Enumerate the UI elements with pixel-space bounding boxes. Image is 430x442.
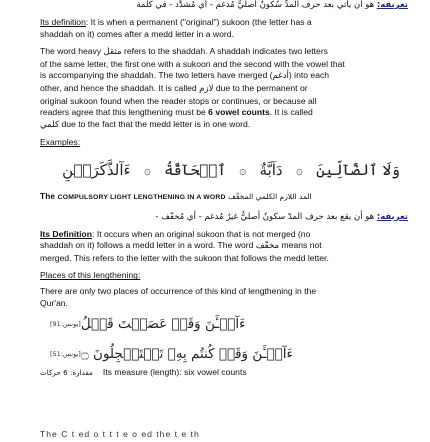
para-line-6b: . It is called (269, 107, 313, 118)
cut-off-text: The C t ed o t t t e o ed the t e th (40, 429, 200, 439)
example-word: دَآبَّةٌ (259, 160, 283, 179)
arabic-definition-1 (40, 0, 408, 11)
definition-line-1: : It is when a permanent ("original") sukoon (the letter has a (85, 17, 312, 27)
para-line-5: original sukoon found when the reader stops or continues, or because all (40, 95, 317, 106)
examples-label: Examples: (40, 137, 81, 148)
explanation-paragraph (40, 46, 408, 131)
para-line-1-arabic: مثقل (103, 47, 122, 58)
example-word: وَلَا ٱلضَّآلِّينَ (316, 160, 400, 179)
para-line-6-bold: 6 vowel counts (208, 107, 270, 118)
cut-off-text-line (40, 424, 408, 439)
heading-title: COMPULSORY LIGHT LENGTHENING IN A WORD (57, 193, 226, 201)
definition-2-line-3: merged. This refers to the letter with the sukoon that follows the medd letter. (40, 252, 329, 263)
para-line-2: of the same letter, the first one with a sukoon and the second with the vowel that (40, 58, 345, 69)
separator-ornament: ۞ (143, 162, 151, 177)
verse-1 (40, 313, 408, 335)
para-line-1a: The word heavy (40, 46, 104, 57)
heading-prefix: The (40, 191, 58, 201)
definition-paragraph (40, 17, 408, 40)
example-word: ٱلۡحَآقَّةُ (164, 160, 227, 179)
para-line-3b: ) into each (288, 70, 330, 81)
para-line-3a: is accompanying the shaddah. The two letters have merged ( (40, 70, 273, 81)
definition-2-line-1: : It occurs when an original sukoon that is not merged (no (92, 228, 311, 239)
measure-english: Its measure (length): six vowel counts (102, 367, 247, 378)
para-line-7b: due to the fact that the medd letter is in one word. (59, 118, 251, 129)
arabic-definition-2 (40, 212, 408, 223)
verse-reference: [يونس:91] (50, 320, 81, 329)
examples-row (40, 149, 408, 185)
heading-arabic: المد اللازم الكلمي المخفّف (228, 191, 312, 201)
definition-2-line-2b: means not (279, 240, 322, 251)
para-line-4b: due to the permanent or (213, 82, 308, 93)
arabic-definition-2-text: هو أن يقع بعد حرف المدّ سكونٌ أصليٌّ غيرُ مُدغم - أي مُخفّف - (155, 211, 375, 222)
section-heading (40, 191, 408, 204)
places-line-2: Qur'an. (40, 297, 68, 308)
verse-text: ءَآلۡـَٔنَ وَقَدۡ عَصَيۡتَ قَبۡلُ (80, 316, 246, 333)
separator-ornament: ۞ (295, 162, 303, 177)
places-label: Places of this lengthening: (40, 270, 141, 281)
arabic-definition-text: هو أن يأتي بعد حرف المدِّ سُكونٌ أصليٌّ مُدغم - أي مُشدَّد - في كلمة (136, 0, 375, 10)
verse-text: ءَآلۡـَٔنَ وَقَدۡ كُنتُم بِهِۦ تَسۡتَعۡجِلُونَ ۝ (80, 346, 293, 363)
para-line-7-arabic: كلمي (40, 119, 60, 130)
para-line-4-arabic: لازم (199, 83, 214, 94)
definition-2-line-2a: shaddah on it) follows a medd letter in a word. The word (40, 240, 256, 251)
definition-line-2: shaddah on it) comes after a medd letter in a word. (40, 28, 234, 39)
arabic-definition-2-label: تعريفه: (376, 211, 408, 222)
para-line-1b: refers to the shaddah. A shaddah indicates two letters (121, 46, 328, 57)
definition-2-paragraph (40, 229, 408, 265)
measure-line (40, 367, 408, 377)
definition-label: Its definition (40, 17, 86, 27)
verse-2 (40, 343, 408, 365)
measure-arabic: مقداره: 6 حركات (40, 367, 93, 377)
arabic-definition-label: تعريفه: (376, 0, 408, 10)
para-line-4a: other, and hence the shaddah. It is called (40, 82, 200, 93)
definition-2-arabic: مخفّف (255, 241, 280, 252)
example-word: ءَآلذَّكَرَيۡنِ (62, 160, 131, 179)
para-line-3-arabic: أدغم (272, 71, 289, 82)
para-line-6a: readers agree that this lengthening must be (40, 107, 209, 118)
definition-2-label: Its Definition (40, 228, 93, 239)
separator-ornament: ۞ (239, 162, 247, 177)
verse-reference: [يونس:51] (50, 350, 81, 359)
places-line-1: There are only two places of occurrence of this kind of lengthening in the (40, 285, 317, 296)
